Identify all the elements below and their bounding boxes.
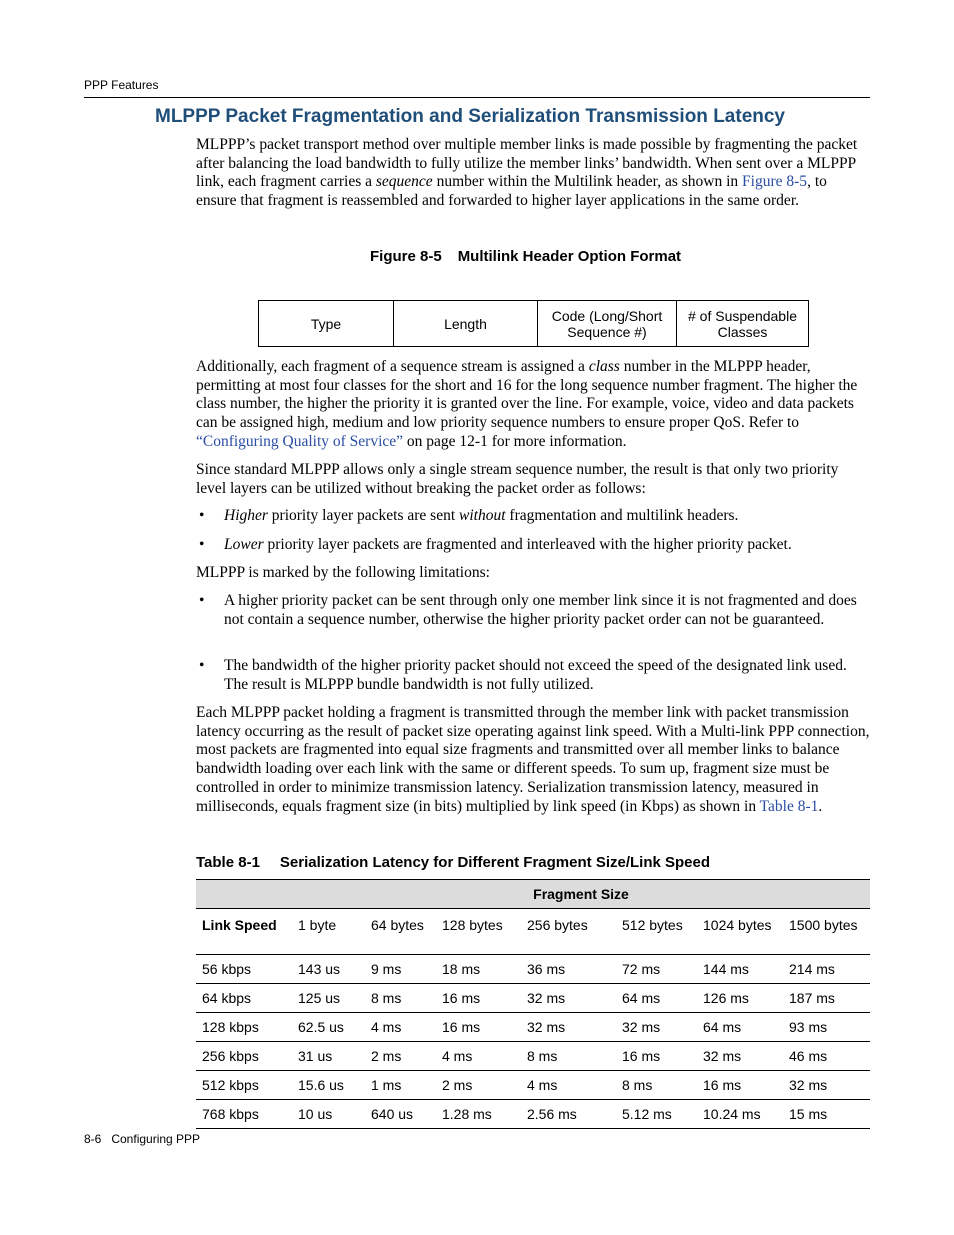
page-number: 8-6 — [84, 1132, 102, 1146]
table-row — [196, 984, 870, 1013]
paragraph-intro: MLPPP’s packet transport method over multiple member links is made possible by fragmenting the packet after balancing the load bandwidth to fully utilize the member links’ bandwidth. When sent over a MLPPP link, each fragment carries a sequence number within the Multilink header, as shown in Figure 8-5, to ensure that fragment is reassembled and forwarded to higher layer applications in the same order. — [196, 136, 858, 210]
latency-cell: 187 ms — [783, 984, 870, 1013]
page-footer — [84, 1132, 200, 1146]
latency-cell: 16 ms — [697, 1071, 783, 1100]
list-item: • Lower priority layer packets are fragmented and interleaved with the higher priority packet. — [199, 536, 792, 553]
latency-cell: 1 ms — [365, 1071, 436, 1100]
bullet-icon: • — [199, 536, 205, 553]
table-row — [196, 1042, 870, 1071]
link-speed-cell: 64 kbps — [196, 984, 292, 1013]
latency-cell: 32 ms — [783, 1071, 870, 1100]
link-speed-cell: 56 kbps — [196, 955, 292, 984]
link-speed-cell: 128 kbps — [196, 1013, 292, 1042]
latency-cell: 15.6 us — [292, 1071, 365, 1100]
latency-cell: 214 ms — [783, 955, 870, 984]
latency-cell: 8 ms — [616, 1071, 697, 1100]
column-header: 256 bytes — [521, 909, 616, 955]
field-code: Code (Long/Short Sequence #) — [538, 301, 677, 346]
latency-cell: 32 ms — [697, 1042, 783, 1071]
latency-cell: 4 ms — [365, 1013, 436, 1042]
latency-cell: 8 ms — [365, 984, 436, 1013]
latency-cell: 126 ms — [697, 984, 783, 1013]
latency-cell: 125 us — [292, 984, 365, 1013]
table-8-1-link[interactable]: Table 8-1 — [759, 797, 819, 815]
figure-number: Figure 8-5 — [370, 248, 442, 265]
column-header: 512 bytes — [616, 909, 697, 955]
latency-cell: 64 ms — [697, 1013, 783, 1042]
paragraph-limitations: MLPPP is marked by the following limitations: — [196, 564, 490, 581]
table-caption — [196, 854, 710, 871]
latency-cell: 15 ms — [783, 1100, 870, 1129]
header-rule — [84, 97, 870, 98]
multilink-header-diagram — [258, 300, 809, 347]
latency-cell: 144 ms — [697, 955, 783, 984]
fragment-size-header: Fragment Size — [292, 880, 870, 909]
latency-cell: 4 ms — [521, 1071, 616, 1100]
section-title: MLPPP Packet Fragmentation and Serialization Transmission Latency — [155, 106, 785, 127]
latency-cell: 16 ms — [436, 1013, 521, 1042]
list-item: • A higher priority packet can be sent through only one member link since it is not fragmented and does not contain a sequence number, otherwise the higher priority packet order can not be guaranteed. — [199, 592, 857, 628]
paragraph-latency: Each MLPPP packet holding a fragment is transmitted through the member link with packet transmission latency occurring as the result of packet size operating against link speed. With a Multi-link PPP connection, most packets are fragmented into equal size fragments and transmitted over all member links to balance bandwidth loading over each link with the same or different speeds. To sum up, fragment size must be controlled in order to minimize transmission latency. Serialization transmission latency, measured in milliseconds, equals fragment size (in bits) multiplied by link speed (in Kbps) as shown in Table 8-1. — [196, 704, 870, 815]
latency-cell: 72 ms — [616, 955, 697, 984]
chapter-name: Configuring PPP — [111, 1132, 201, 1146]
bullet-icon: • — [199, 592, 205, 609]
latency-cell: 10.24 ms — [697, 1100, 783, 1129]
bullet-icon: • — [199, 507, 205, 524]
table-span-header — [196, 880, 870, 909]
field-length: Length — [394, 301, 538, 346]
table-row — [196, 1071, 870, 1100]
latency-cell: 5.12 ms — [616, 1100, 697, 1129]
figure-title: Multilink Header Option Format — [457, 248, 682, 265]
latency-cell: 62.5 us — [292, 1013, 365, 1042]
bullet-icon: • — [199, 657, 205, 674]
latency-cell: 36 ms — [521, 955, 616, 984]
latency-cell: 16 ms — [616, 1042, 697, 1071]
link-speed-header: Link Speed — [196, 909, 292, 955]
column-header: 128 bytes — [436, 909, 521, 955]
latency-cell: 2 ms — [436, 1071, 521, 1100]
latency-cell: 32 ms — [521, 1013, 616, 1042]
latency-cell: 32 ms — [521, 984, 616, 1013]
latency-cell: 9 ms — [365, 955, 436, 984]
latency-cell: 32 ms — [616, 1013, 697, 1042]
latency-cell: 143 us — [292, 955, 365, 984]
table-title: Serialization Latency for Different Fragment Size/Link Speed — [279, 854, 711, 871]
figure-8-5-link[interactable]: Figure 8-5 — [742, 173, 808, 191]
latency-cell: 31 us — [292, 1042, 365, 1071]
table-row — [196, 1013, 870, 1042]
list-item: • Higher priority layer packets are sent without fragmentation and multilink headers. — [199, 507, 739, 524]
latency-cell: 2 ms — [365, 1042, 436, 1071]
paragraph-class: Additionally, each fragment of a sequence stream is assigned a class number in the MLPPP header, permitting at most four classes for the short and 16 for the long sequence number fragment. The higher the class number, the higher the priority it is granted over the line. For example, voice, video and data packets can be assigned high, medium and low priority sequence numbers to ensure proper QoS. Refer to “Configuring Quality of Service” on page 12-1 for more information. — [196, 358, 858, 450]
latency-cell: 640 us — [365, 1100, 436, 1129]
link-speed-cell: 256 kbps — [196, 1042, 292, 1071]
latency-cell: 10 us — [292, 1100, 365, 1129]
link-speed-cell: 768 kbps — [196, 1100, 292, 1129]
table-row — [196, 1100, 870, 1129]
column-header: 1 byte — [292, 909, 365, 955]
table-number: Table 8-1 — [196, 854, 260, 871]
column-header: 1024 bytes — [697, 909, 783, 955]
term-class: class — [588, 358, 620, 375]
table-column-header — [196, 909, 870, 955]
column-header: 1500 bytes — [783, 909, 870, 955]
latency-table — [196, 879, 870, 1129]
latency-cell: 93 ms — [783, 1013, 870, 1042]
latency-cell: 8 ms — [521, 1042, 616, 1071]
column-header: 64 bytes — [365, 909, 436, 955]
latency-cell: 1.28 ms — [436, 1100, 521, 1129]
latency-cell: 16 ms — [436, 984, 521, 1013]
latency-cell: 46 ms — [783, 1042, 870, 1071]
running-header: PPP Features — [84, 78, 159, 92]
field-suspendable-classes: # of Suspendable Classes — [688, 307, 797, 340]
figure-caption — [370, 248, 681, 265]
field-type: Type — [259, 301, 394, 346]
latency-cell: 4 ms — [436, 1042, 521, 1071]
link-speed-cell: 512 kbps — [196, 1071, 292, 1100]
latency-cell: 2.56 ms — [521, 1100, 616, 1129]
term-sequence: sequence — [375, 173, 433, 191]
list-item: • The bandwidth of the higher priority packet should not exceed the speed of the designated link used. The result is MLPPP bundle bandwidth is not fully utilized. — [199, 657, 847, 693]
latency-cell: 64 ms — [616, 984, 697, 1013]
latency-cell: 18 ms — [436, 955, 521, 984]
qos-link[interactable]: “Configuring Quality of Service” — [196, 432, 404, 450]
table-row — [196, 955, 870, 984]
paragraph-priority: Since standard MLPPP allows only a single stream sequence number, the result is that only two priority level layers can be utilized without breaking the packet order as follows: — [196, 461, 839, 497]
